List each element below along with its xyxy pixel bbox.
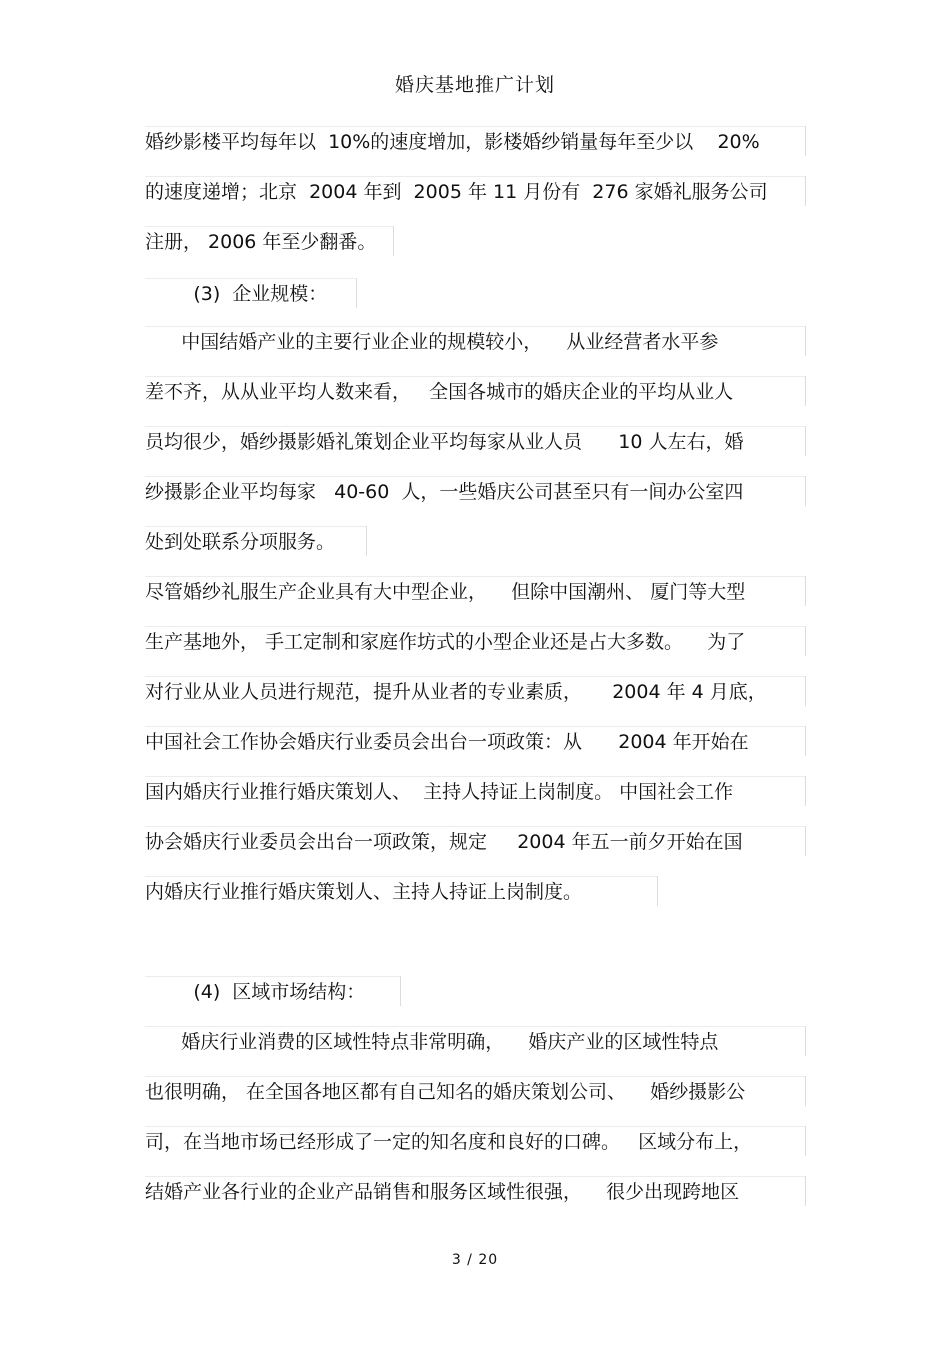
- text-line: 纱摄影企业平均每家 40-60 人，一些婚庆公司甚至只有一间办公室四: [145, 481, 744, 503]
- text-line: 婚纱影楼平均每年以 10%的速度增加，影楼婚纱销量每年至少以 20%: [145, 131, 760, 153]
- text-line: 司，在当地市场已经形成了一定的知名度和良好的口碑。 区域分布上，: [145, 1131, 753, 1153]
- line-edge-rule: [805, 1026, 806, 1056]
- line-edge-rule: [805, 676, 806, 706]
- line-top-rule: [145, 576, 805, 577]
- line-edge-rule: [805, 126, 806, 156]
- line-edge-rule: [805, 1126, 806, 1156]
- text-line: 婚庆行业消费的区域性特点非常明确， 婚庆产业的区域性特点: [145, 1031, 719, 1053]
- text-line: 对行业从业人员进行规范，提升从业者的专业素质， 2004 年 4 月底，: [145, 681, 767, 703]
- text-line: 内婚庆行业推行婚庆策划人、主持人持证上岗制度。: [145, 881, 583, 903]
- line-top-rule: [145, 126, 805, 127]
- line-top-rule: [145, 476, 805, 477]
- line-top-rule: [145, 726, 805, 727]
- line-edge-rule: [393, 226, 394, 256]
- line-edge-rule: [356, 278, 357, 308]
- line-top-rule: [145, 676, 805, 677]
- line-top-rule: [145, 176, 805, 177]
- line-edge-rule: [805, 476, 806, 506]
- line-edge-rule: [805, 826, 806, 856]
- text-line: (3) 企业规模：: [145, 283, 328, 305]
- text-line: 差不齐，从从业平均人数来看， 全国各城市的婚庆企业的平均从业人: [145, 381, 734, 403]
- line-top-rule: [145, 826, 805, 827]
- text-line: 中国结婚产业的主要行业企业的规模较小， 从业经营者水平参: [145, 331, 719, 353]
- text-line: 中国社会工作协会婚庆行业委员会出台一项政策：从 2004 年开始在: [145, 731, 749, 753]
- line-edge-rule: [805, 176, 806, 206]
- line-top-rule: [145, 226, 393, 227]
- line-top-rule: [145, 1126, 805, 1127]
- page-number: 3 / 20: [451, 1252, 499, 1268]
- line-top-rule: [145, 376, 805, 377]
- text-line: 的速度递增；北京 2004 年到 2005 年 11 月份有 276 家婚礼服务公司: [145, 181, 768, 203]
- text-line: 也很明确， 在全国各地区都有自己知名的婚庆策划公司、 婚纱摄影公: [145, 1081, 746, 1103]
- line-edge-rule: [657, 876, 658, 906]
- line-top-rule: [145, 1176, 805, 1177]
- text-line: 注册， 2006 年至少翻番。: [145, 231, 377, 253]
- line-edge-rule: [805, 326, 806, 356]
- line-top-rule: [145, 278, 356, 279]
- text-line: 尽管婚纱礼服生产企业具有大中型企业， 但除中国潮州、 厦门等大型: [145, 581, 746, 603]
- line-edge-rule: [805, 726, 806, 756]
- line-top-rule: [145, 426, 805, 427]
- line-edge-rule: [805, 776, 806, 806]
- line-edge-rule: [805, 1176, 806, 1206]
- text-line: (4) 区域市场结构：: [145, 981, 366, 1003]
- line-top-rule: [145, 976, 400, 977]
- line-top-rule: [145, 1026, 805, 1027]
- text-line: 生产基地外， 手工定制和家庭作坊式的小型企业还是占大多数。 为了: [145, 631, 746, 653]
- line-top-rule: [145, 526, 366, 527]
- line-edge-rule: [805, 426, 806, 456]
- line-edge-rule: [366, 526, 367, 556]
- line-top-rule: [145, 1076, 805, 1077]
- page-title: 婚庆基地推广计划: [394, 74, 555, 96]
- line-edge-rule: [805, 626, 806, 656]
- line-edge-rule: [805, 376, 806, 406]
- line-edge-rule: [400, 976, 401, 1006]
- text-line: 结婚产业各行业的企业产品销售和服务区域性很强， 很少出现跨地区: [145, 1181, 740, 1203]
- line-edge-rule: [805, 576, 806, 606]
- text-line: 处到处联系分项服务。: [145, 531, 336, 553]
- text-line: 协会婚庆行业委员会出台一项政策，规定 2004 年五一前夕开始在国: [145, 831, 743, 853]
- line-edge-rule: [805, 1076, 806, 1106]
- text-line: 国内婚庆行业推行婚庆策划人、 主持人持证上岗制度。 中国社会工作: [145, 781, 734, 803]
- line-top-rule: [145, 876, 657, 877]
- line-top-rule: [145, 776, 805, 777]
- line-top-rule: [145, 626, 805, 627]
- line-top-rule: [145, 326, 805, 327]
- text-line: 员均很少，婚纱摄影婚礼策划企业平均每家从业人员 10 人左右，婚: [145, 431, 744, 453]
